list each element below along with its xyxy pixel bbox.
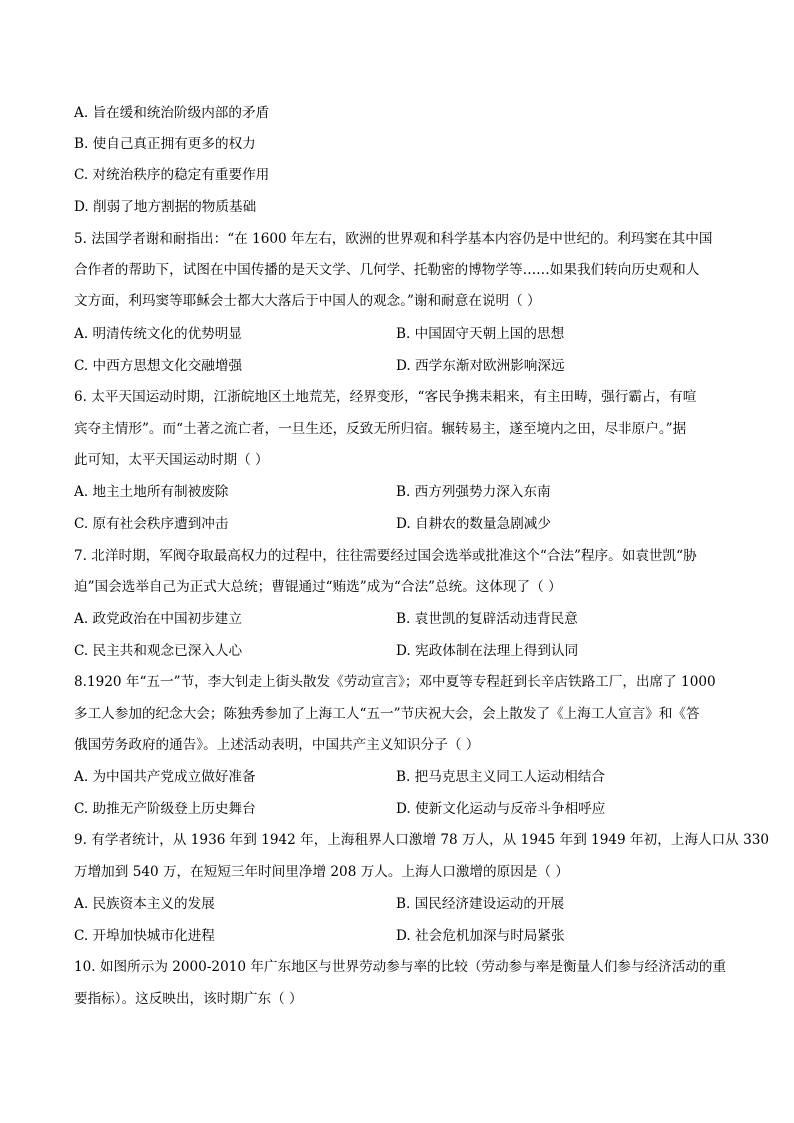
q8-option-c: C. 助推无产阶级登上历史舞台: [74, 801, 256, 817]
q10-stem-line-1: 10. 如图所示为 2000-2010 年广东地区与世界劳动参与率的比较（劳动参与率是衡量人们参与经济活动的重: [74, 959, 727, 975]
q9-option-a: A. 民族资本主义的发展: [74, 896, 215, 912]
q7-stem-line-2: 迫”国会选举自己为正式大总统；曹锟通过“贿选”成为“合法”总统。这体现了（ ）: [74, 579, 562, 595]
q6-stem-line-3: 此可知，太平天国运动时期（ ）: [74, 452, 269, 468]
q8-option-a: A. 为中国共产党成立做好准备: [74, 769, 256, 785]
q6-stem-line-1: 6. 太平天国运动时期，江浙皖地区土地荒芜，经界变形，“客民争携耒耜来，有主田畴，强行霸占，有喧: [74, 389, 697, 405]
q5-stem-line-1: 5. 法国学者谢和耐指出：“在 1600 年左右，欧洲的世界观和科学基本内容仍是中世纪的。利玛窦在其中国: [74, 231, 713, 247]
q5-option-d: D. 西学东渐对欧洲影响深远: [396, 358, 565, 374]
q7-option-c: C. 民主共和观念已深入人心: [74, 643, 243, 659]
q5-option-a: A. 明清传统文化的优势明显: [74, 326, 242, 342]
q7-option-d: D. 宪政体制在法理上得到认同: [396, 643, 579, 659]
q5-option-c: C. 中西方思想文化交融增强: [74, 358, 243, 374]
q9-option-b: B. 国民经济建设运动的开展: [396, 896, 565, 912]
q7-option-b: B. 袁世凯的复辟活动违背民意: [396, 611, 578, 627]
q6-option-c: C. 原有社会秩序遭到冲击: [74, 516, 229, 532]
q5-stem-line-3: 文方面，利玛窦等耶稣会士都大大落后于中国人的观念。”谢和耐意在说明（ ）: [74, 293, 541, 309]
q5-stem-line-2: 合作者的帮助下，试图在中国传播的是天文学、几何学、托勒密的博物学等……如果我们转向历史观和人: [74, 262, 700, 278]
q8-option-d: D. 使新文化运动与反帝斗争相呼应: [396, 801, 606, 817]
q8-stem-line-2: 多工人参加的纪念大会；陈独秀参加了上海工人“五一”节庆祝大会，会上散发了《上海工人宣言》和《答: [74, 706, 700, 722]
q9-option-d: D. 社会危机加深与时局紧张: [396, 928, 565, 944]
q10-stem-line-2: 要指标）。这反映出，该时期广东（ ）: [74, 991, 303, 1007]
q8-option-b: B. 把马克思主义同工人运动相结合: [396, 769, 605, 785]
q6-option-b: B. 西方列强势力深入东南: [396, 484, 551, 500]
q9-stem-line-2: 万增加到 540 万，在短短三年时间里净增 208 万人。上海人口激增的原因是（ ）: [74, 864, 569, 880]
q9-stem-line-1: 9. 有学者统计，从 1936 年到 1942 年，上海租界人口激增 78 万人，从 1945 年到 1949 年初，上海人口从 330: [74, 832, 770, 848]
q6-option-a: A. 地主土地所有制被废除: [74, 484, 229, 500]
q5-option-b: B. 中国固守天朝上国的思想: [396, 326, 565, 342]
q9-option-c: C. 开埠加快城市化进程: [74, 928, 215, 944]
q7-stem-line-1: 7. 北洋时期，军阀夺取最高权力的过程中，往往需要经过国会选举或批准这个“合法”程序。如袁世凯“胁: [74, 548, 697, 564]
option-a: A. 旨在缓和统治阶级内部的矛盾: [74, 105, 270, 121]
q6-option-d: D. 自耕农的数量急剧减少: [396, 516, 551, 532]
q6-stem-line-2: 宾夺主情形”。而“土著之流亡者，一旦生还，反致无所归宿。辗转易主，遂至境内之田，尽非原户。”据: [74, 421, 687, 437]
q7-option-a: A. 政党政治在中国初步建立: [74, 611, 242, 627]
option-b: B. 使自己真正拥有更多的权力: [74, 136, 256, 152]
option-d: D. 削弱了地方割据的物质基础: [74, 199, 257, 215]
q8-stem-line-1: 8.1920 年“五一”节，李大钊走上街头散发《劳动宣言》；邓中夏等专程赶到长辛店铁路工厂，出席了 1000: [74, 674, 716, 690]
q8-stem-line-3: 俄国劳务政府的通告》。上述活动表明，中国共产主义知识分子（ ）: [74, 737, 480, 753]
option-c: C. 对统治秩序的稳定有重要作用: [74, 167, 270, 183]
